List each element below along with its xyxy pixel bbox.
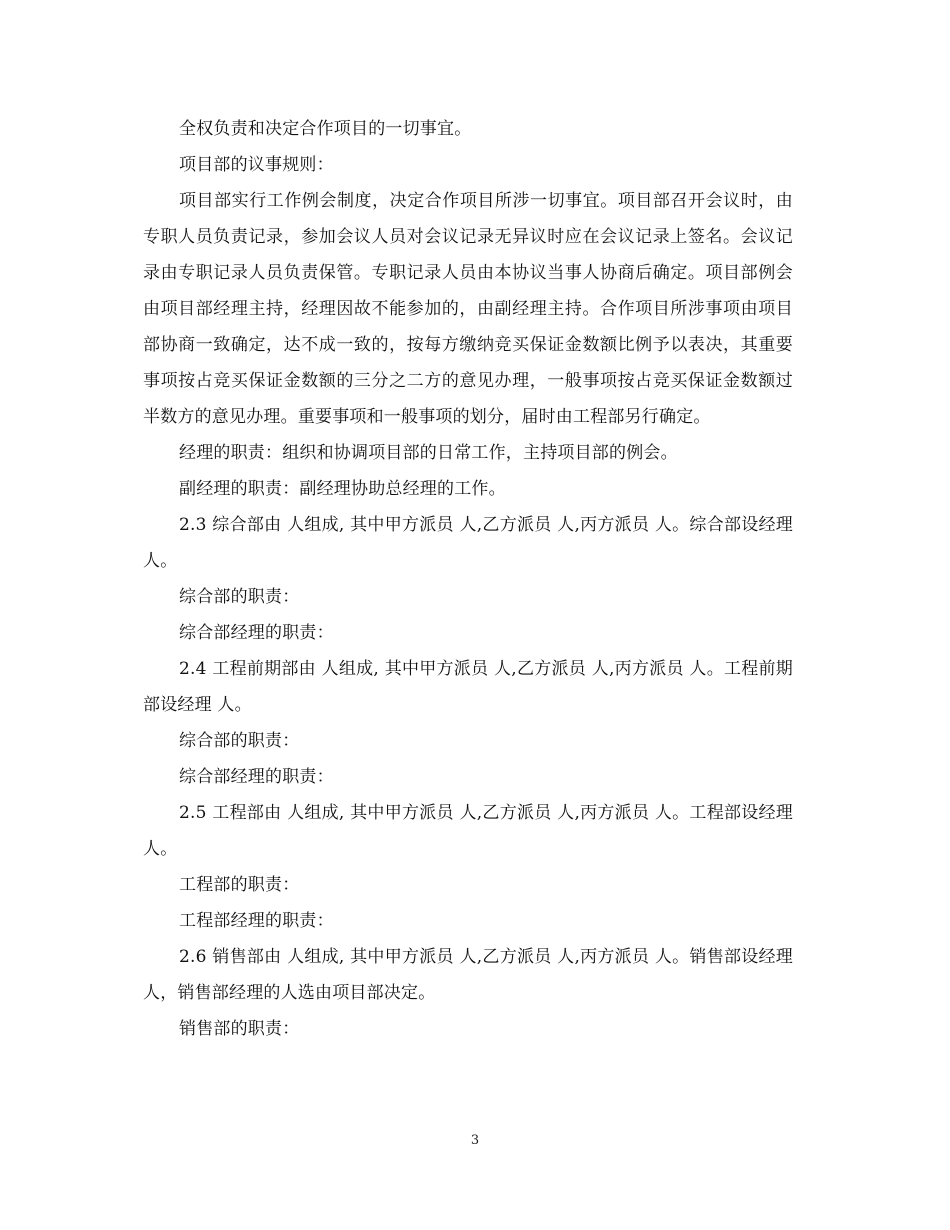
paragraph: 工程部经理的职责： [179,911,334,931]
paragraph: 项目部实行工作例会制度，决定合作项目所涉一切事宜。项目部召开会议时，由专职人员负责记录，参加会议人员对会议记录无异议时应在会议记录上签名。会议记录由专职记录人员负责保管。专职记录人员由本协议当事人协商后确定。项目部例会由项目部经理主持，经理因故不能参加的，由副经理主持。合作项目所涉事项由项目部协商一致确定，达不成一致的，按每方缴纳竞买保证金数额比例予以表决，其重要事项按占竞买保证金数额的三分之二方的意见办理，一般事项按占竞买保证金数额过半数方的意见办理。重要事项和一般事项的划分，届时由工程部另行确定。 [143,191,793,427]
paragraph: 工程部的职责： [179,875,300,895]
document-body [143,111,793,1047]
paragraph: 2.5 工程部由 人组成, 其中甲方派员 人,乙方派员 人,丙方派员 人。工程部设经理 人。 [143,803,793,859]
paragraph: 2.6 销售部由 人组成, 其中甲方派员 人,乙方派员 人,丙方派员 人。销售部设经理 人，销售部经理的人选由项目部决定。 [143,947,793,1003]
paragraph: 综合部经理的职责： [179,623,334,643]
paragraph: 经理的职责：组织和协调项目部的日常工作，主持项目部的例会。 [179,443,678,463]
paragraph: 综合部的职责： [179,587,300,607]
paragraph: 副经理的职责：副经理协助总经理的工作。 [179,479,506,499]
paragraph: 2.3 综合部由 人组成, 其中甲方派员 人,乙方派员 人,丙方派员 人。综合部设经理 人。 [143,515,793,571]
paragraph: 2.4 工程前期部由 人组成, 其中甲方派员 人,乙方派员 人,丙方派员 人。工程前期部设经理 人。 [143,659,793,715]
page-number: 3 [470,1133,480,1148]
paragraph: 综合部经理的职责： [179,767,334,787]
paragraph: 综合部的职责： [179,731,300,751]
paragraph: 全权负责和决定合作项目的一切事宜。 [179,119,472,139]
paragraph: 项目部的议事规则： [179,155,334,175]
paragraph: 销售部的职责： [179,1019,300,1039]
